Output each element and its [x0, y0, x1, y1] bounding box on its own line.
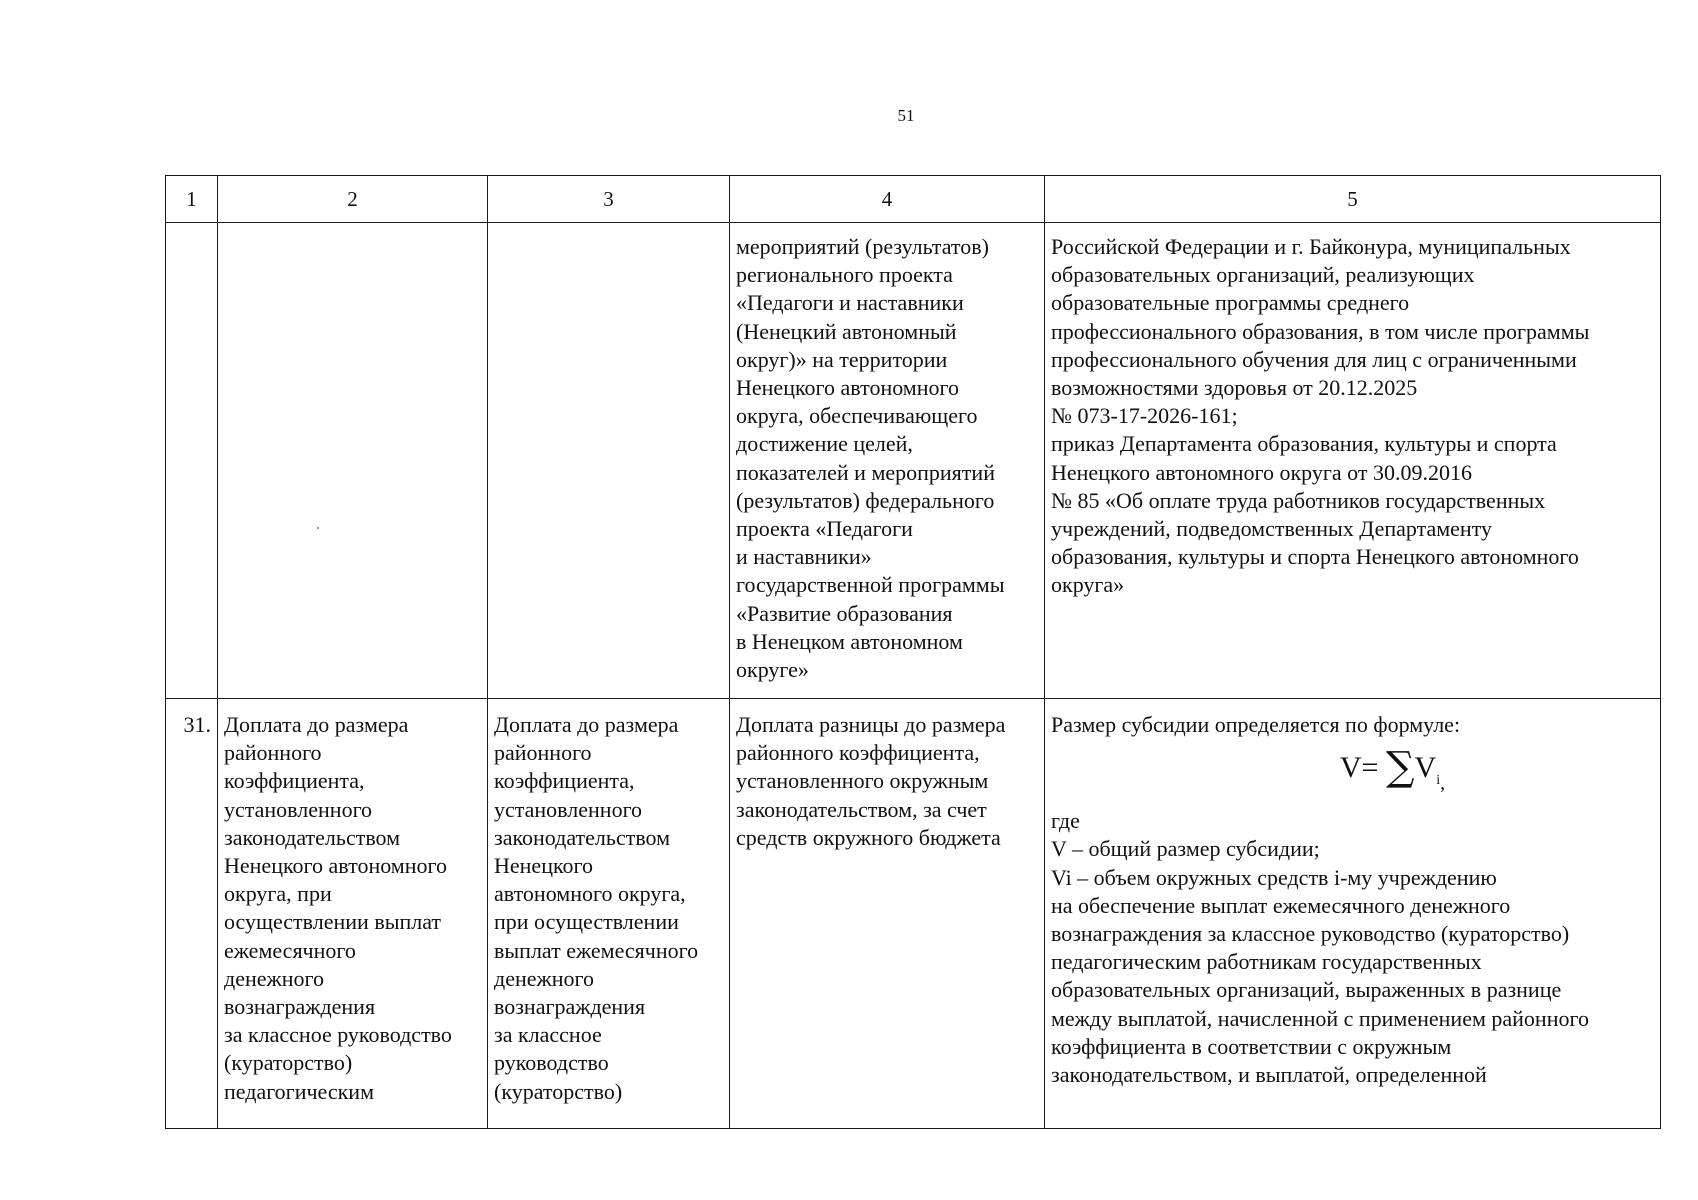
- sigma-icon: ∑: [1385, 744, 1415, 791]
- scan-speck: [317, 527, 319, 529]
- table-cell: [730, 699, 1045, 1129]
- cell-text: Размер субсидии определяется по формуле:: [1051, 712, 1461, 737]
- cell-text: мероприятий (результатов) регионального проекта «Педагоги и наставники (Ненецкий автономный округ)» на территории Ненецкого автономного округа, обеспечивающего достижение целей, показателей и мероприятий (результатов) федерального проекта «Педагоги и наставники» государственной программы «Развитие образования в Ненецком автономном округе»: [736, 234, 1005, 683]
- column-header-4: 4: [730, 176, 1045, 223]
- formula-lhs: V=: [1339, 751, 1379, 785]
- column-header-5: 5: [1045, 176, 1661, 223]
- cell-text: Доплата разницы до размера районного коэффициента, установленного окружным законодательством, за счет средств окружного бюджета: [736, 712, 1006, 850]
- page-number: 51: [897, 106, 915, 125]
- formula-comma: ,: [1440, 772, 1446, 795]
- column-header-2: 2: [218, 176, 488, 223]
- formula-subscript: i: [1436, 773, 1441, 789]
- row-number-cell: 31.: [166, 699, 218, 1129]
- document-table: [165, 175, 1661, 1129]
- table-header-row: [166, 176, 1661, 223]
- table-row: [166, 699, 1661, 1129]
- cell-text: Доплата до размера районного коэффициента, установленного законодательством Ненецкого автономного округа, при осуществлении выплат ежемесячного денежного вознаграждения за классное руководство (кураторство): [494, 712, 699, 1104]
- row-number-cell: [166, 223, 218, 699]
- subsidy-formula: [1051, 744, 1654, 803]
- formula-term: V: [1414, 751, 1437, 785]
- table-row: [166, 223, 1661, 699]
- cell-text: Российской Федерации и г. Байконура, муниципальных образовательных организаций, реализующих образовательные программы среднего профессионального образования, в том числе программы профессионального обучения для лиц с ограниченными возможностями здоровья от 20.12.2025 № 073-17-2026-161; приказ Департамента образования, культуры и спорта Ненецкого автономного округа от 30.09.2016 № 85 «Об оплате труда работников государственных учреждений, подведомственных Департаменту образования, культуры и спорта Ненецкого автономного округа»: [1051, 234, 1590, 598]
- cell-text: где V – общий размер субсидии; Vi – объем окружных средств i-му учреждению на обеспечение выплат ежемесячного денежного вознаграждения за классное руководство (кураторство) педагогическим работникам государственных образовательных организаций, выраженных в разнице между выплатой, начисленной с применением районного коэффициента в соответствии с окружным законодательством, и выплатой, определенной: [1051, 808, 1589, 1088]
- table-cell: [218, 699, 488, 1129]
- table-cell: [1045, 699, 1661, 1129]
- column-header-1: 1: [166, 176, 218, 223]
- table-cell: [218, 223, 488, 699]
- cell-text: Доплата до размера районного коэффициента, установленного законодательством Ненецкого автономного округа, при осуществлении выплат ежемесячного денежного вознаграждения за классное руководство (кураторство) педагогическим: [224, 712, 452, 1104]
- table-cell: [488, 699, 730, 1129]
- table-cell: [730, 223, 1045, 699]
- table-cell: [488, 223, 730, 699]
- table-cell: [1045, 223, 1661, 699]
- column-header-3: 3: [488, 176, 730, 223]
